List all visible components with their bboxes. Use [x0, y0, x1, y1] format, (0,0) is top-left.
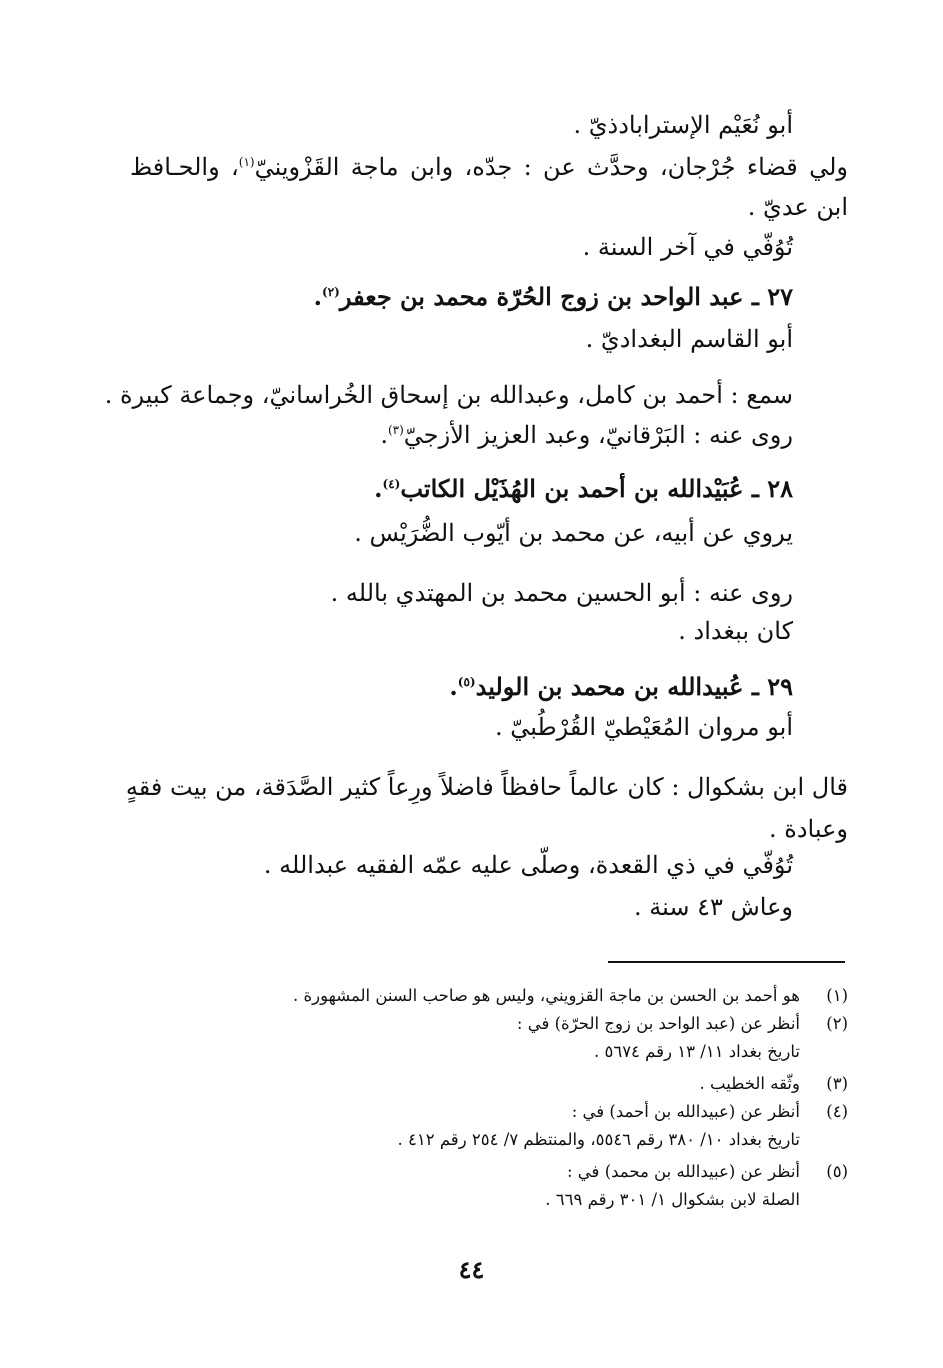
- footnote-5-source: الصلة لابن بشكوال ١/ ٣٠١ رقم ٦٦٩ .: [545, 1190, 800, 1209]
- body-line-3: ابن عديّ .: [747, 193, 848, 221]
- body-line-2: ولي قضاء جُرْجان، وحدَّث عن : جدّه، وابن ماجة القَزْوينيّ$^{(١)}$، والحـافظ: [130, 153, 848, 181]
- body-line-12: كان ببغداد .: [678, 617, 793, 645]
- body-line-15: قال ابن بشكوال : كان عالماً حافظاً فاضلاً ورِعاً كثير الصَّدَقة، من بيت فقهٍ: [125, 773, 848, 801]
- entry-heading-27: ٢٧ ـ عبد الواحد بن زوج الحُرّة محمد بن جعفر$^{(٢)}$.: [313, 282, 793, 311]
- footnote-2: (٢)أنظر عن (عبد الواحد بن زوج الحرّة) في :: [516, 1014, 848, 1033]
- body-line-8: روى عنه : البَرْقانيّ، وعبد العزيز الأزجيّ$^{(٣)}$.: [380, 421, 793, 449]
- entry-heading-28: ٢٨ ـ عُبَيْدالله بن أحمد بن الهُذَيْل الكاتب$^{(٤)}$.: [374, 474, 793, 503]
- footnote-1: (١)هو أحمد بن الحسن بن ماجة القزويني، وليس هو صاحب السنن المشهورة .: [293, 986, 848, 1005]
- footnote-5: (٥)أنظر عن (عبيدالله بن محمد) في :: [567, 1162, 848, 1181]
- body-line-10: يروي عن أبيه، عن محمد بن أيّوب الضُّرَيْس .: [354, 519, 793, 547]
- footnote-mark-2[interactable]: (٢): [322, 285, 340, 299]
- footnote-separator: [608, 961, 845, 963]
- footnote-3: (٣)وثّقه الخطيب .: [699, 1074, 848, 1093]
- footnote-4: (٤)أنظر عن (عبيدالله بن أحمد) في :: [571, 1102, 848, 1121]
- page-number: ٤٤: [458, 1255, 485, 1284]
- body-line-1: أبو نُعَيْم الإسترابادذيّ .: [573, 111, 793, 139]
- body-line-6: أبو القاسم البغداديّ .: [585, 325, 793, 353]
- footnote-mark-3[interactable]: (٣): [387, 423, 404, 437]
- footnote-4-source: تاريخ بغداد ١٠/ ٣٨٠ رقم ٥٥٤٦، والمنتظم ٧/ ٢٥٤ رقم ٤١٢ .: [397, 1130, 800, 1149]
- entry-heading-29: ٢٩ ـ عُبيدالله بن محمد بن الوليد$^{(٥)}$.: [449, 672, 793, 701]
- footnote-mark-4[interactable]: (٤): [382, 477, 401, 491]
- footnote-mark-5[interactable]: (٥): [457, 675, 476, 689]
- body-line-11: روى عنه : أبو الحسين محمد بن المهتدي بالله .: [330, 579, 793, 607]
- footnote-2-source: تاريخ بغداد ١١/ ١٣ رقم ٥٦٧٤ .: [593, 1042, 800, 1061]
- body-line-18: وعاش ٤٣ سنة .: [633, 893, 793, 921]
- body-line-14: أبو مروان المُعَيْطيّ القُرْطُبيّ .: [495, 713, 793, 741]
- body-line-17: تُوُفّي في ذي القعدة، وصلّى عليه عمّه الفقيه عبدالله .: [263, 851, 793, 879]
- body-line-7: سمع : أحمد بن كامل، وعبدالله بن إسحاق الخُراسانيّ، وجماعة كبيرة .: [104, 381, 793, 409]
- body-line-4: تُوُفّي في آخر السنة .: [582, 233, 793, 261]
- footnote-mark-1[interactable]: (١): [238, 155, 255, 169]
- body-line-16: وعبادة .: [769, 815, 848, 843]
